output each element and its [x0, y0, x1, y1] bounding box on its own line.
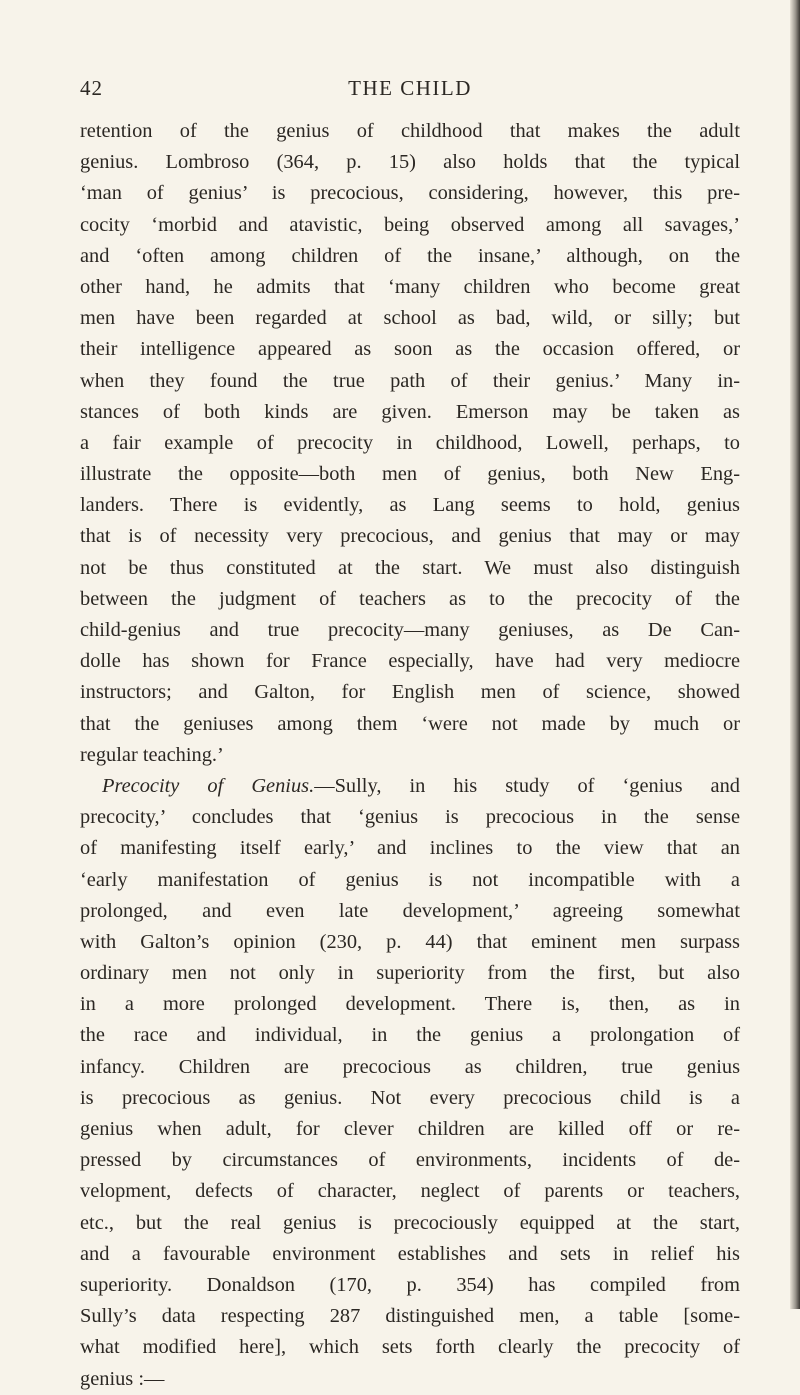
text-line: instructors; and Galton, for English men of science, showed	[80, 681, 740, 704]
text-line: the race and individual, in the genius a prolongation of	[80, 1024, 740, 1047]
text-line: genius :—	[80, 1367, 165, 1390]
text-line: illustrate the opposite—both men of genius, both New Eng-	[80, 463, 740, 486]
text-line: men have been regarded at school as bad, wild, or silly; but	[80, 307, 740, 330]
text-line: with Galton’s opinion (230, p. 44) that eminent men surpass	[80, 930, 740, 953]
text-line: velopment, defects of character, neglect of parents or teachers,	[80, 1180, 740, 1203]
text-line: dolle has shown for France especially, have had very mediocre	[80, 650, 740, 673]
text-line: and a favourable environment establishes and sets in relief his	[80, 1242, 740, 1265]
text-line: that the geniuses among them ‘were not made by much or	[80, 712, 740, 735]
text-line: pressed by circumstances of environments, incidents of de-	[80, 1149, 740, 1172]
text-line: between the judgment of teachers as to the precocity of the	[80, 587, 740, 610]
page-number: 42	[80, 76, 103, 100]
section-lead-text: —Sully, in his study of ‘genius and	[314, 774, 741, 797]
text-line: cocity ‘morbid and atavistic, being observed among all savages,’	[80, 213, 740, 236]
running-title: THE CHILD	[348, 76, 472, 100]
text-line: that is of necessity very precocious, and genius that may or may	[80, 525, 740, 548]
text-line: child-genius and true precocity—many geniuses, as De Can-	[80, 619, 740, 641]
text-line: superiority. Donaldson (170, p. 354) has compiled from	[80, 1273, 740, 1296]
text-line: when they found the true path of their genius.’ Many in-	[80, 369, 740, 392]
text-line: stances of both kinds are given. Emerson may be taken as	[80, 400, 740, 423]
text-line: genius. Lombroso (364, p. 15) also holds that the typical	[80, 151, 740, 174]
section-title: Precocity of Genius.	[102, 774, 315, 797]
text-line: infancy. Children are precocious as children, true genius	[80, 1055, 740, 1078]
text-line: precocity,’ concludes that ‘genius is precocious in the sense	[80, 806, 740, 829]
body-text	[80, 116, 740, 1395]
text-line: their intelligence appeared as soon as the occasion offered, or	[80, 338, 740, 361]
text-line: ordinary men not only in superiority from the first, but also	[80, 962, 740, 985]
running-head	[80, 76, 740, 106]
text-line: genius when adult, for clever children are killed off or re-	[80, 1118, 740, 1140]
text-line: not be thus constituted at the start. We must also distinguish	[80, 556, 740, 579]
section-heading-line	[80, 771, 740, 802]
text-line: what modified here], which sets forth clearly the precocity of	[80, 1336, 740, 1359]
text-line: of manifesting itself early,’ and inclines to the view that an	[80, 837, 740, 860]
text-line: landers. There is evidently, as Lang seems to hold, genius	[80, 494, 740, 517]
text-line: and ‘often among children of the insane,’ although, on the	[80, 244, 740, 267]
text-line: Sully’s data respecting 287 distinguished men, a table [some-	[80, 1305, 740, 1328]
text-line: a fair example of precocity in childhood, Lowell, perhaps, to	[80, 431, 740, 454]
text-line: ‘man of genius’ is precocious, considering, however, this pre-	[80, 182, 740, 205]
text-line: in a more prolonged development. There is, then, as in	[80, 993, 740, 1016]
text-line: retention of the genius of childhood that makes the adult	[80, 120, 740, 142]
text-line: ‘early manifestation of genius is not incompatible with a	[80, 868, 740, 891]
text-line: prolonged, and even late development,’ agreeing somewhat	[80, 899, 740, 922]
text-line: is precocious as genius. Not every precocious child is a	[80, 1086, 740, 1109]
text-line: regular teaching.’	[80, 743, 224, 766]
page-edge-shadow	[790, 0, 800, 1309]
text-line: other hand, he admits that ‘many children who become great	[80, 275, 740, 298]
text-line: etc., but the real genius is precociously equipped at the start,	[80, 1211, 740, 1234]
